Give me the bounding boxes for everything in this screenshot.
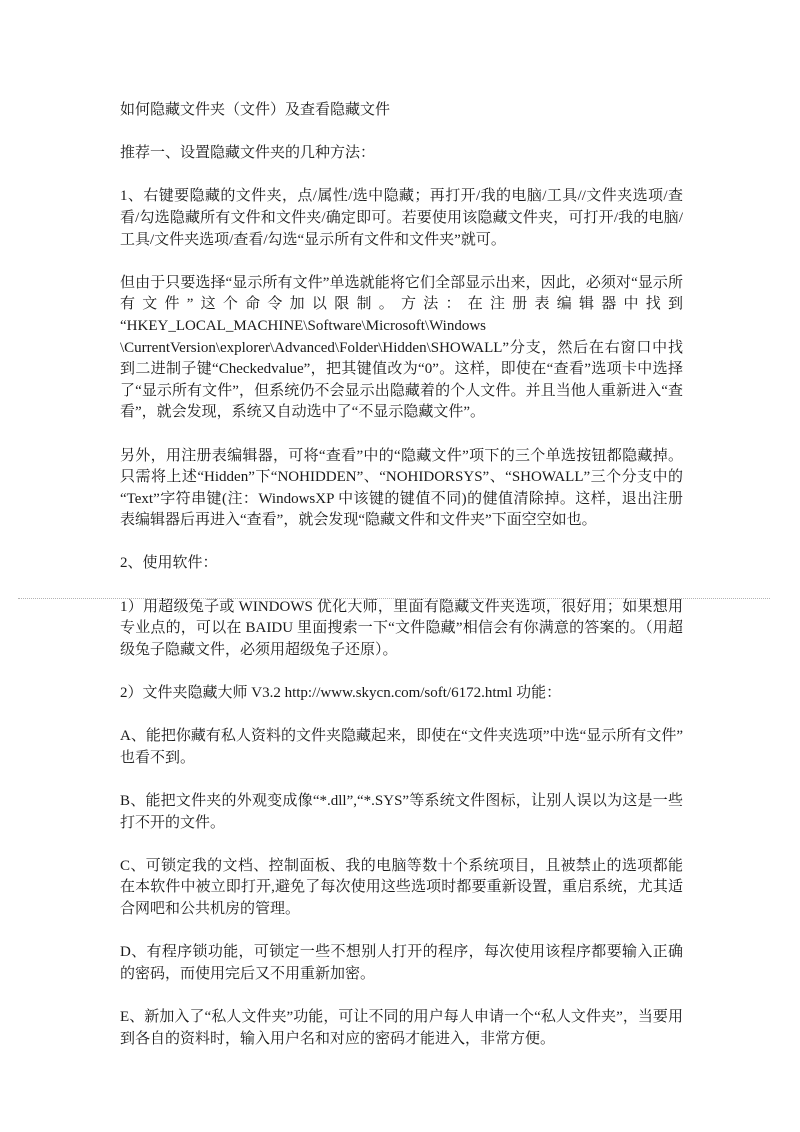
section-heading: 2、使用软件： <box>120 555 218 572</box>
document-title: 如何隐藏文件夹（文件）及查看隐藏文件 <box>120 102 391 118</box>
document-body <box>120 100 683 1050</box>
paragraph: 1、右键要隐藏的文件夹，点/属性/选中隐藏；再打开/我的电脑/工具//文件夹选项/查看/勾选隐藏所有文件和文件夹/确定即可。若要使用该隐藏文件夹，可打开/我的电脑/工具/文件夹选项/查看/勾选“显示所有文件和文件夹”就可。 <box>120 188 683 248</box>
paragraph: A、能把你藏有私人资料的文件夹隐藏起来，即使在“文件夹选项”中选“显示所有文件”也看不到。 <box>120 728 683 766</box>
paragraph: E、新加入了“私人文件夹”功能，可让不同的用户每人申请一个“私人文件夹”，当要用到各自的资料时，输入用户名和对应的密码才能进入，非常方便。 <box>120 1008 683 1047</box>
paragraph: C、可锁定我的文档、控制面板、我的电脑等数十个系统项目，且被禁止的选项都能在本软件中被立即打开,避免了每次使用这些选项时都要重新设置，重启系统，尤其适合网吧和公共机房的管理。 <box>120 857 683 917</box>
paragraph: D、有程序锁功能，可锁定一些不想别人打开的程序，每次使用该程序都要输入正确的密码，而使用完后又不用重新加密。 <box>120 944 683 982</box>
paragraph: 1）用超级兔子或 WINDOWS 优化大师，里面有隐藏文件夹选项，很好用；如果想用专业点的，可以在 BAIDU 里面搜索一下“文件隐藏”相信会有你满意的答案的。（用超级兔子隐藏文件，必须用超级兔子还原）。 <box>120 598 683 658</box>
section-heading: 推荐一、设置隐藏文件夹的几种方法： <box>120 145 376 162</box>
paragraph: B、能把文件夹的外观变成像“*.dll”,“*.SYS”等系统文件图标，让别人误以为这是一些打不开的文件。 <box>120 793 683 831</box>
paragraph: 另外，用注册表编辑器，可将“查看”中的“隐藏文件”项下的三个单选按钮都隐藏掉。只需将上述“Hidden”下“NOHIDDEN”、“NOHIDORSYS”、“SHOWALL”三个分支中的“Text”字符串键(注：WindowsXP 中该键的键值不同)的健值清除掉。这样，退出注册表编辑器后再进入“查看”，就会发现“隐藏文件和文件夹”下面空空如也。 <box>120 447 683 529</box>
paragraph: 2）文件夹隐藏大师 V3.2 http://www.skycn.com/soft/6172.html 功能： <box>120 685 562 702</box>
paragraph: 但由于只要选择“显示所有文件”单选就能将它们全部显示出来，因此，必须对“显示所有文件”这个命令加以限制。方法：在注册表编辑器中找到“HKEY_LOCAL_MACHINE\Software\Microsoft\Windows \CurrentVersion\explorer\Advanced\Folder\Hidden\SHOWALL”分支，然后在右窗口中找到二进制子键“Checkedvalue”，把其键值改为“0”。这样，即使在“查看”选项卡中选择了“显示所有文件”，但系统仍不会显示出隐藏着的个人文件。并且当他人重新进入“查看”，就会发现，系统又自动选中了“不显示隐藏文件”。 <box>120 274 683 421</box>
